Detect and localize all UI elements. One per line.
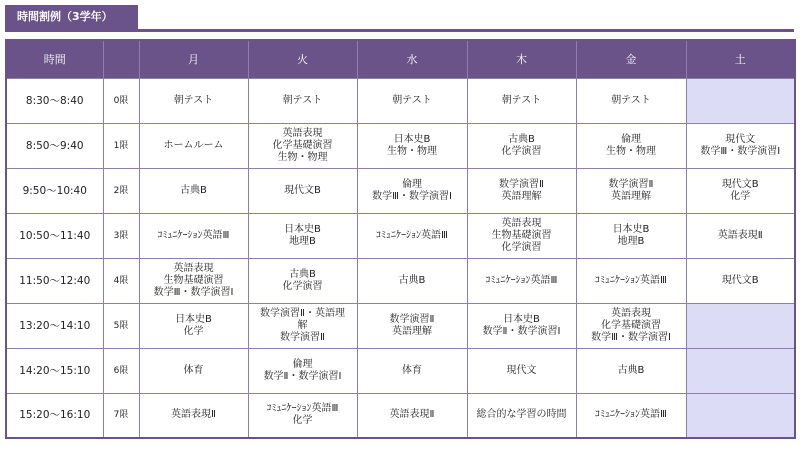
subject-label: 化学 bbox=[183, 325, 204, 337]
class-cell-wed bbox=[357, 258, 467, 303]
subject-label: 生物・物理 bbox=[387, 145, 437, 157]
subject-label: ｺﾐｭﾆｹｰｼｮﾝ英語Ⅲ bbox=[485, 274, 558, 286]
subject-label: 数学Ⅲ・数学演習Ⅰ bbox=[153, 286, 234, 298]
time-cell: 9:50〜10:40 bbox=[6, 168, 103, 213]
class-cell-tue bbox=[248, 303, 357, 348]
class-cell-fri bbox=[576, 123, 686, 168]
class-cell-mon bbox=[139, 393, 248, 438]
class-cell-fri bbox=[576, 258, 686, 303]
subject-label: 英語表現 bbox=[611, 307, 651, 319]
subject-label: ｺﾐｭﾆｹｰｼｮﾝ英語Ⅲ bbox=[376, 229, 448, 241]
period-cell: 6限 bbox=[103, 348, 139, 393]
subject-label: 英語表現 bbox=[173, 262, 214, 274]
subject-label: 体育 bbox=[402, 364, 422, 376]
subject-label: 化学基礎演習 bbox=[272, 139, 333, 151]
column-header-sat: 土 bbox=[686, 40, 795, 78]
class-cell-fri bbox=[576, 303, 686, 348]
class-cell-sat bbox=[686, 303, 795, 348]
subject-label: 英語理解 bbox=[392, 325, 432, 337]
subject-label: 数学演習Ⅱ・英語理 bbox=[260, 307, 345, 319]
class-cell-fri bbox=[576, 348, 686, 393]
class-cell-sat bbox=[686, 258, 795, 303]
period-cell: 5限 bbox=[103, 303, 139, 348]
subject-label: 化学 bbox=[292, 415, 313, 427]
period-cell: 4限 bbox=[103, 258, 139, 303]
time-cell: 11:50〜12:40 bbox=[6, 258, 103, 303]
class-cell-sat bbox=[686, 168, 795, 213]
time-cell: 8:50〜9:40 bbox=[6, 123, 103, 168]
subject-label: 現代文 bbox=[506, 364, 537, 376]
subject-label: 英語表現 bbox=[501, 217, 542, 229]
table-row bbox=[6, 168, 795, 213]
class-cell-sat bbox=[686, 78, 795, 123]
class-cell-tue bbox=[248, 123, 357, 168]
subject-label: 現代文B bbox=[284, 184, 321, 196]
timetable-body bbox=[6, 78, 795, 438]
subject-label: 数学Ⅱ・数学演習Ⅰ bbox=[263, 370, 342, 382]
period-cell: 0限 bbox=[103, 78, 139, 123]
subject-label: 日本史B bbox=[175, 313, 212, 325]
subject-label: 化学 bbox=[730, 190, 751, 202]
subject-label: ホームルーム bbox=[163, 139, 224, 151]
subject-label: 英語表現Ⅱ bbox=[389, 409, 435, 421]
subject-label: 英語表現Ⅱ bbox=[717, 229, 763, 241]
class-cell-tue bbox=[248, 348, 357, 393]
subject-label: 数学Ⅲ・数学演習Ⅰ bbox=[591, 331, 671, 343]
subject-label: 化学演習 bbox=[501, 145, 542, 157]
subject-label: 朝テスト bbox=[173, 94, 214, 106]
subject-label: 英語理解 bbox=[501, 190, 542, 202]
class-cell-tue bbox=[248, 393, 357, 438]
class-cell-wed bbox=[357, 348, 467, 393]
subject-label: 古典B bbox=[180, 184, 207, 196]
column-header-wed: 水 bbox=[357, 40, 467, 78]
class-cell-wed bbox=[357, 168, 467, 213]
class-cell-thu bbox=[467, 123, 576, 168]
subject-label: 総合的な学習の時間 bbox=[476, 409, 567, 421]
class-cell-tue bbox=[248, 78, 357, 123]
subject-label: 日本史B bbox=[503, 313, 540, 325]
subject-label: 数学演習Ⅱ bbox=[499, 178, 544, 190]
class-cell-wed bbox=[357, 303, 467, 348]
subject-label: 生物基礎演習 bbox=[491, 229, 552, 241]
class-cell-mon bbox=[139, 123, 248, 168]
subject-label: 生物基礎演習 bbox=[163, 274, 224, 286]
subject-label: 現代文B bbox=[721, 274, 759, 286]
subject-label: 英語理解 bbox=[611, 190, 651, 202]
subject-label: 朝テスト bbox=[392, 94, 432, 106]
subject-label: 化学演習 bbox=[501, 241, 542, 253]
subject-label: 倫理 bbox=[621, 133, 641, 145]
class-cell-sat bbox=[686, 348, 795, 393]
class-cell-mon bbox=[139, 348, 248, 393]
class-cell-wed bbox=[357, 393, 467, 438]
subject-label: 朝テスト bbox=[611, 94, 651, 106]
class-cell-thu bbox=[467, 393, 576, 438]
subject-label: 化学演習 bbox=[282, 280, 323, 292]
table-row bbox=[6, 303, 795, 348]
subject-label: 解 bbox=[297, 319, 308, 331]
column-header-time: 時間 bbox=[6, 40, 103, 78]
class-cell-wed bbox=[357, 213, 467, 258]
subject-label: 数学演習Ⅱ bbox=[280, 331, 325, 343]
subject-label: ｺﾐｭﾆｹｰｼｮﾝ英語Ⅲ bbox=[595, 409, 667, 421]
subject-label: 地理B bbox=[289, 235, 316, 247]
subject-label: 化学基礎演習 bbox=[601, 319, 661, 331]
subject-label: 英語表現 bbox=[282, 127, 323, 139]
class-cell-thu bbox=[467, 168, 576, 213]
class-cell-fri bbox=[576, 168, 686, 213]
class-cell-fri bbox=[576, 78, 686, 123]
time-cell: 14:20〜15:10 bbox=[6, 348, 103, 393]
class-cell-mon bbox=[139, 303, 248, 348]
column-header-thu: 木 bbox=[467, 40, 576, 78]
subject-label: 数学演習Ⅱ bbox=[608, 178, 654, 190]
period-cell: 1限 bbox=[103, 123, 139, 168]
subject-label: 数学Ⅲ・数学演習Ⅰ bbox=[700, 145, 781, 157]
subject-label: 古典B bbox=[289, 268, 316, 280]
time-cell: 10:50〜11:40 bbox=[6, 213, 103, 258]
class-cell-fri bbox=[576, 213, 686, 258]
subject-label: 地理B bbox=[617, 235, 645, 247]
time-cell: 8:30〜8:40 bbox=[6, 78, 103, 123]
subject-label: 日本史B bbox=[284, 223, 321, 235]
class-cell-sat bbox=[686, 213, 795, 258]
subject-label: ｺﾐｭﾆｹｰｼｮﾝ英語Ⅲ bbox=[595, 274, 667, 286]
class-cell-thu bbox=[467, 348, 576, 393]
subject-label: 数学Ⅱ・数学演習Ⅰ bbox=[482, 325, 561, 337]
title-divider bbox=[5, 29, 794, 32]
table-row bbox=[6, 258, 795, 303]
subject-label: ｺﾐｭﾆｹｰｼｮﾝ英語Ⅲ bbox=[266, 403, 339, 415]
table-row bbox=[6, 123, 795, 168]
subject-label: 日本史B bbox=[393, 133, 431, 145]
class-cell-tue bbox=[248, 168, 357, 213]
header-row bbox=[6, 40, 795, 78]
subject-label: 英語表現Ⅱ bbox=[171, 409, 216, 421]
subject-label: 朝テスト bbox=[282, 94, 323, 106]
class-cell-tue bbox=[248, 258, 357, 303]
class-cell-mon bbox=[139, 168, 248, 213]
table-row bbox=[6, 78, 795, 123]
timetable bbox=[5, 39, 796, 439]
subject-label: 日本史B bbox=[612, 223, 650, 235]
class-cell-sat bbox=[686, 123, 795, 168]
class-cell-mon bbox=[139, 258, 248, 303]
class-cell-wed bbox=[357, 78, 467, 123]
class-cell-wed bbox=[357, 123, 467, 168]
subject-label: 朝テスト bbox=[501, 94, 542, 106]
period-cell: 2限 bbox=[103, 168, 139, 213]
time-cell: 13:20〜14:10 bbox=[6, 303, 103, 348]
table-row bbox=[6, 348, 795, 393]
subject-label: 生物・物理 bbox=[277, 151, 328, 163]
period-cell: 7限 bbox=[103, 393, 139, 438]
class-cell-mon bbox=[139, 213, 248, 258]
subject-label: 現代文 bbox=[725, 133, 756, 145]
class-cell-thu bbox=[467, 213, 576, 258]
subject-label: 古典B bbox=[617, 364, 645, 376]
subject-label: 数学Ⅲ・数学演習Ⅰ bbox=[372, 190, 452, 202]
time-cell: 15:20〜16:10 bbox=[6, 393, 103, 438]
column-header-period bbox=[103, 40, 139, 78]
subject-label: 数学演習Ⅱ bbox=[389, 313, 435, 325]
class-cell-mon bbox=[139, 78, 248, 123]
subject-label: 倫理 bbox=[402, 178, 422, 190]
column-header-tue: 火 bbox=[248, 40, 357, 78]
subject-label: 倫理 bbox=[292, 358, 313, 370]
subject-label: 古典B bbox=[508, 133, 535, 145]
table-row bbox=[6, 393, 795, 438]
class-cell-tue bbox=[248, 213, 357, 258]
class-cell-thu bbox=[467, 258, 576, 303]
subject-label: ｺﾐｭﾆｹｰｼｮﾝ英語Ⅲ bbox=[157, 229, 230, 241]
page-title: 時間割例（3学年） bbox=[5, 5, 138, 29]
subject-label: 体育 bbox=[183, 364, 204, 376]
class-cell-thu bbox=[467, 303, 576, 348]
class-cell-sat bbox=[686, 393, 795, 438]
column-header-fri: 金 bbox=[576, 40, 686, 78]
column-header-mon: 月 bbox=[139, 40, 248, 78]
class-cell-fri bbox=[576, 393, 686, 438]
table-row bbox=[6, 213, 795, 258]
subject-label: 古典B bbox=[398, 274, 426, 286]
subject-label: 現代文B bbox=[721, 178, 759, 190]
period-cell: 3限 bbox=[103, 213, 139, 258]
class-cell-thu bbox=[467, 78, 576, 123]
subject-label: 生物・物理 bbox=[606, 145, 656, 157]
